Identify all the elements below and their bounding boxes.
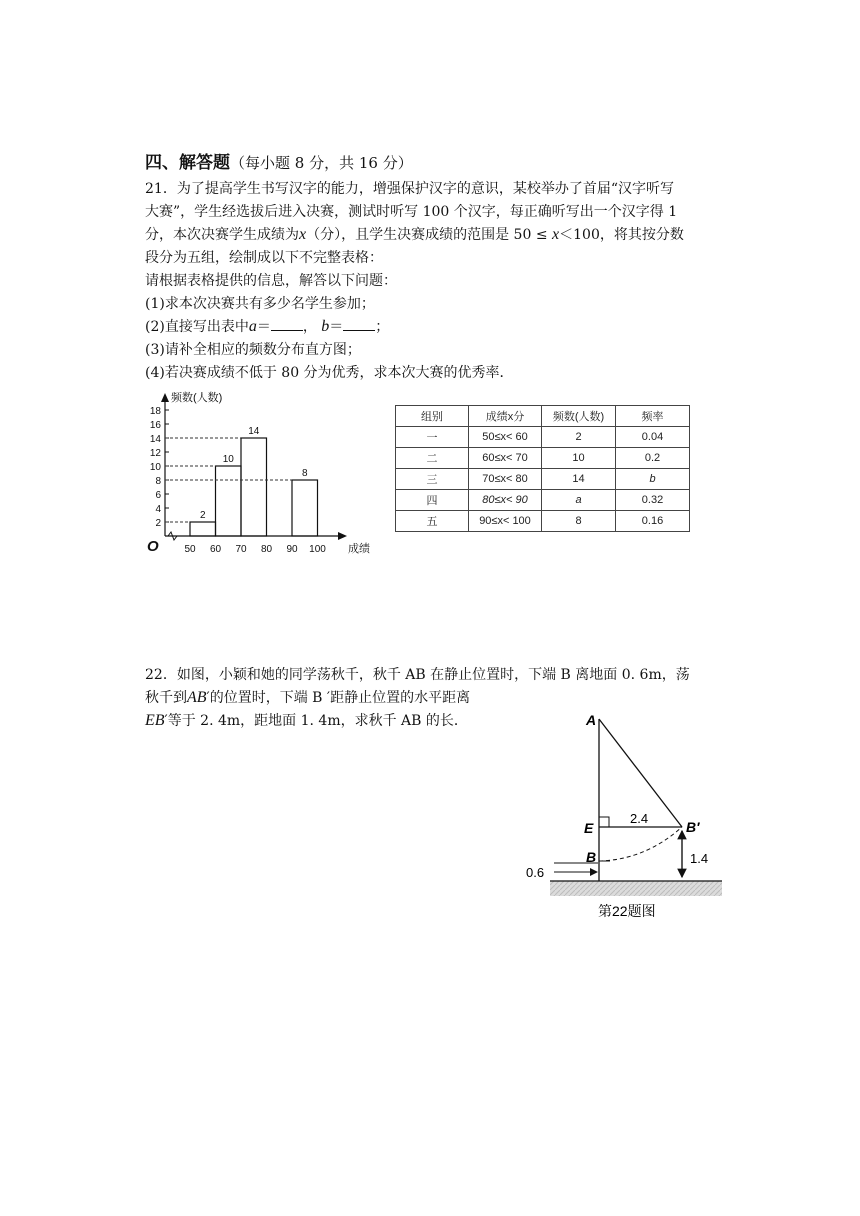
table-cell: 70≤x< 80 — [469, 469, 542, 490]
table-row — [396, 511, 690, 532]
table-header: 组别 — [396, 406, 469, 427]
table-cell: 一 — [396, 427, 469, 448]
q22-line-1: 22．如图，小颖和她的同学荡秋千，秋千 AB 在静止位置时，下端 B 离地面 0. 6m，荡 — [145, 667, 690, 683]
swing-figure — [520, 705, 730, 930]
table-cell: 三 — [396, 469, 469, 490]
histogram-bar — [241, 438, 267, 536]
x-tick-label: 100 — [309, 544, 326, 555]
table-cell: 90≤x< 100 — [469, 511, 542, 532]
var-eb: EB — [145, 712, 165, 729]
section-heading: 四、解答题 — [145, 153, 230, 173]
q21-line-9: (4)若决赛成绩不低于 80 分为优秀，求本次大赛的优秀率． — [145, 365, 514, 381]
var-b: b — [321, 318, 330, 335]
table-header: 成绩x分 — [469, 406, 542, 427]
q21-line-7: (2)直接写出表中a＝ ， b＝ ； — [145, 318, 390, 335]
table-cell: 2 — [542, 427, 616, 448]
label-b-prime: B′ — [686, 819, 700, 835]
q21-line-3: 分，本次决赛学生成绩为x（分），且学生决赛成绩的范围是 50 ≤ x＜100，将其按分数 — [145, 226, 684, 243]
x-tick-label: 90 — [286, 544, 298, 555]
bar-value-label: 14 — [248, 426, 260, 437]
y-tick-label: 16 — [149, 420, 161, 431]
table-cell: 四 — [396, 490, 469, 511]
histogram-bar — [292, 480, 318, 536]
label-a: A — [586, 712, 597, 728]
y-tick-label: 18 — [149, 406, 161, 417]
table-cell: 五 — [396, 511, 469, 532]
answer-blank-b[interactable] — [343, 318, 375, 331]
table-cell: 8 — [542, 511, 616, 532]
section-note: （每小题 8 分，共 16 分） — [230, 154, 413, 172]
answer-blank-a[interactable] — [271, 318, 303, 331]
table-header: 频数(人数) — [542, 406, 616, 427]
table-row — [396, 469, 690, 490]
x-tick-label: 60 — [209, 544, 222, 555]
y-axis-arrow — [161, 393, 169, 402]
q21-line-6: (1)求本次决赛共有多少名学生参加； — [145, 296, 375, 312]
x-axis-arrow — [338, 532, 347, 540]
q21-line-1: 21．为了提高学生书写汉字的能力，增强保护汉字的意识，某校举办了首届“汉字听写 — [145, 181, 674, 197]
swing-arc — [599, 827, 682, 861]
y-tick-label: 2 — [155, 518, 161, 529]
section-title — [145, 148, 413, 173]
histogram-bar — [216, 466, 242, 536]
histogram — [140, 388, 380, 558]
q21-line-8: (3)请补全相应的频数分布直方图； — [145, 342, 361, 358]
var-ab: AB — [187, 689, 207, 706]
x-axis-label: 成绩 — [348, 543, 370, 555]
label-e: E — [584, 820, 594, 836]
table-header: 频率 — [616, 406, 690, 427]
y-tick-label: 12 — [149, 448, 161, 459]
var-x: x — [299, 226, 307, 243]
q21-line-5: 请根据表格提供的信息，解答以下问题： — [145, 273, 397, 289]
q21-line-2: 大赛”，学生经选拔后进入决赛，测试时听写 100 个汉字，每正确听写出一个汉字得 1 — [145, 204, 678, 220]
label-1-4: 1.4 — [690, 851, 709, 866]
table-cell: 10 — [542, 448, 616, 469]
q21-line-4: 段分为五组，绘制成以下不完整表格： — [145, 250, 383, 266]
table-cell: 60≤x< 70 — [469, 448, 542, 469]
x-tick-label: 50 — [184, 544, 196, 555]
q22-line-2: 秋千到AB′的位置时，下端 B ′距静止位置的水平距离 — [145, 689, 471, 706]
right-angle-mark — [599, 817, 609, 827]
table-cell: 二 — [396, 448, 469, 469]
table-cell: 0.16 — [616, 511, 690, 532]
y-tick-label: 14 — [149, 434, 161, 445]
table-row — [396, 427, 690, 448]
table-cell: 14 — [542, 469, 616, 490]
y-tick-label: 10 — [149, 462, 161, 473]
label-b: B — [586, 849, 597, 865]
ground-hatch — [550, 881, 722, 896]
frequency-table — [395, 405, 690, 532]
histogram-bar — [190, 522, 216, 536]
bar-value-label: 10 — [222, 454, 234, 465]
origin-label: O — [147, 538, 159, 555]
table-cell: a — [542, 490, 616, 511]
q22-line-3: EB′等于 2. 4m，距地面 1. 4m，求秋千 AB 的长． — [145, 712, 468, 729]
table-row — [396, 448, 690, 469]
label-0-6: 0.6 — [526, 865, 545, 880]
y-tick-label: 4 — [155, 504, 161, 515]
y-tick-label: 6 — [155, 490, 161, 501]
table-cell: 50≤x< 60 — [469, 427, 542, 448]
bar-value-label: 8 — [301, 468, 308, 479]
var-a: a — [248, 318, 257, 335]
bar-value-label: 2 — [199, 510, 206, 521]
label-2-4: 2.4 — [630, 811, 649, 826]
table-row — [396, 490, 690, 511]
table-cell: 0.2 — [616, 448, 690, 469]
y-axis-label: 频数(人数) — [171, 392, 223, 404]
x-tick-label: 80 — [260, 544, 273, 555]
figure-caption: 第22题图 — [598, 903, 656, 919]
table-cell: 0.32 — [616, 490, 690, 511]
table-cell: 80≤x< 90 — [469, 490, 542, 511]
table-cell: 0.04 — [616, 427, 690, 448]
table-header-row — [396, 406, 690, 427]
table-cell: b — [616, 469, 690, 490]
y-tick-label: 8 — [155, 476, 161, 487]
x-tick-label: 70 — [235, 544, 247, 555]
